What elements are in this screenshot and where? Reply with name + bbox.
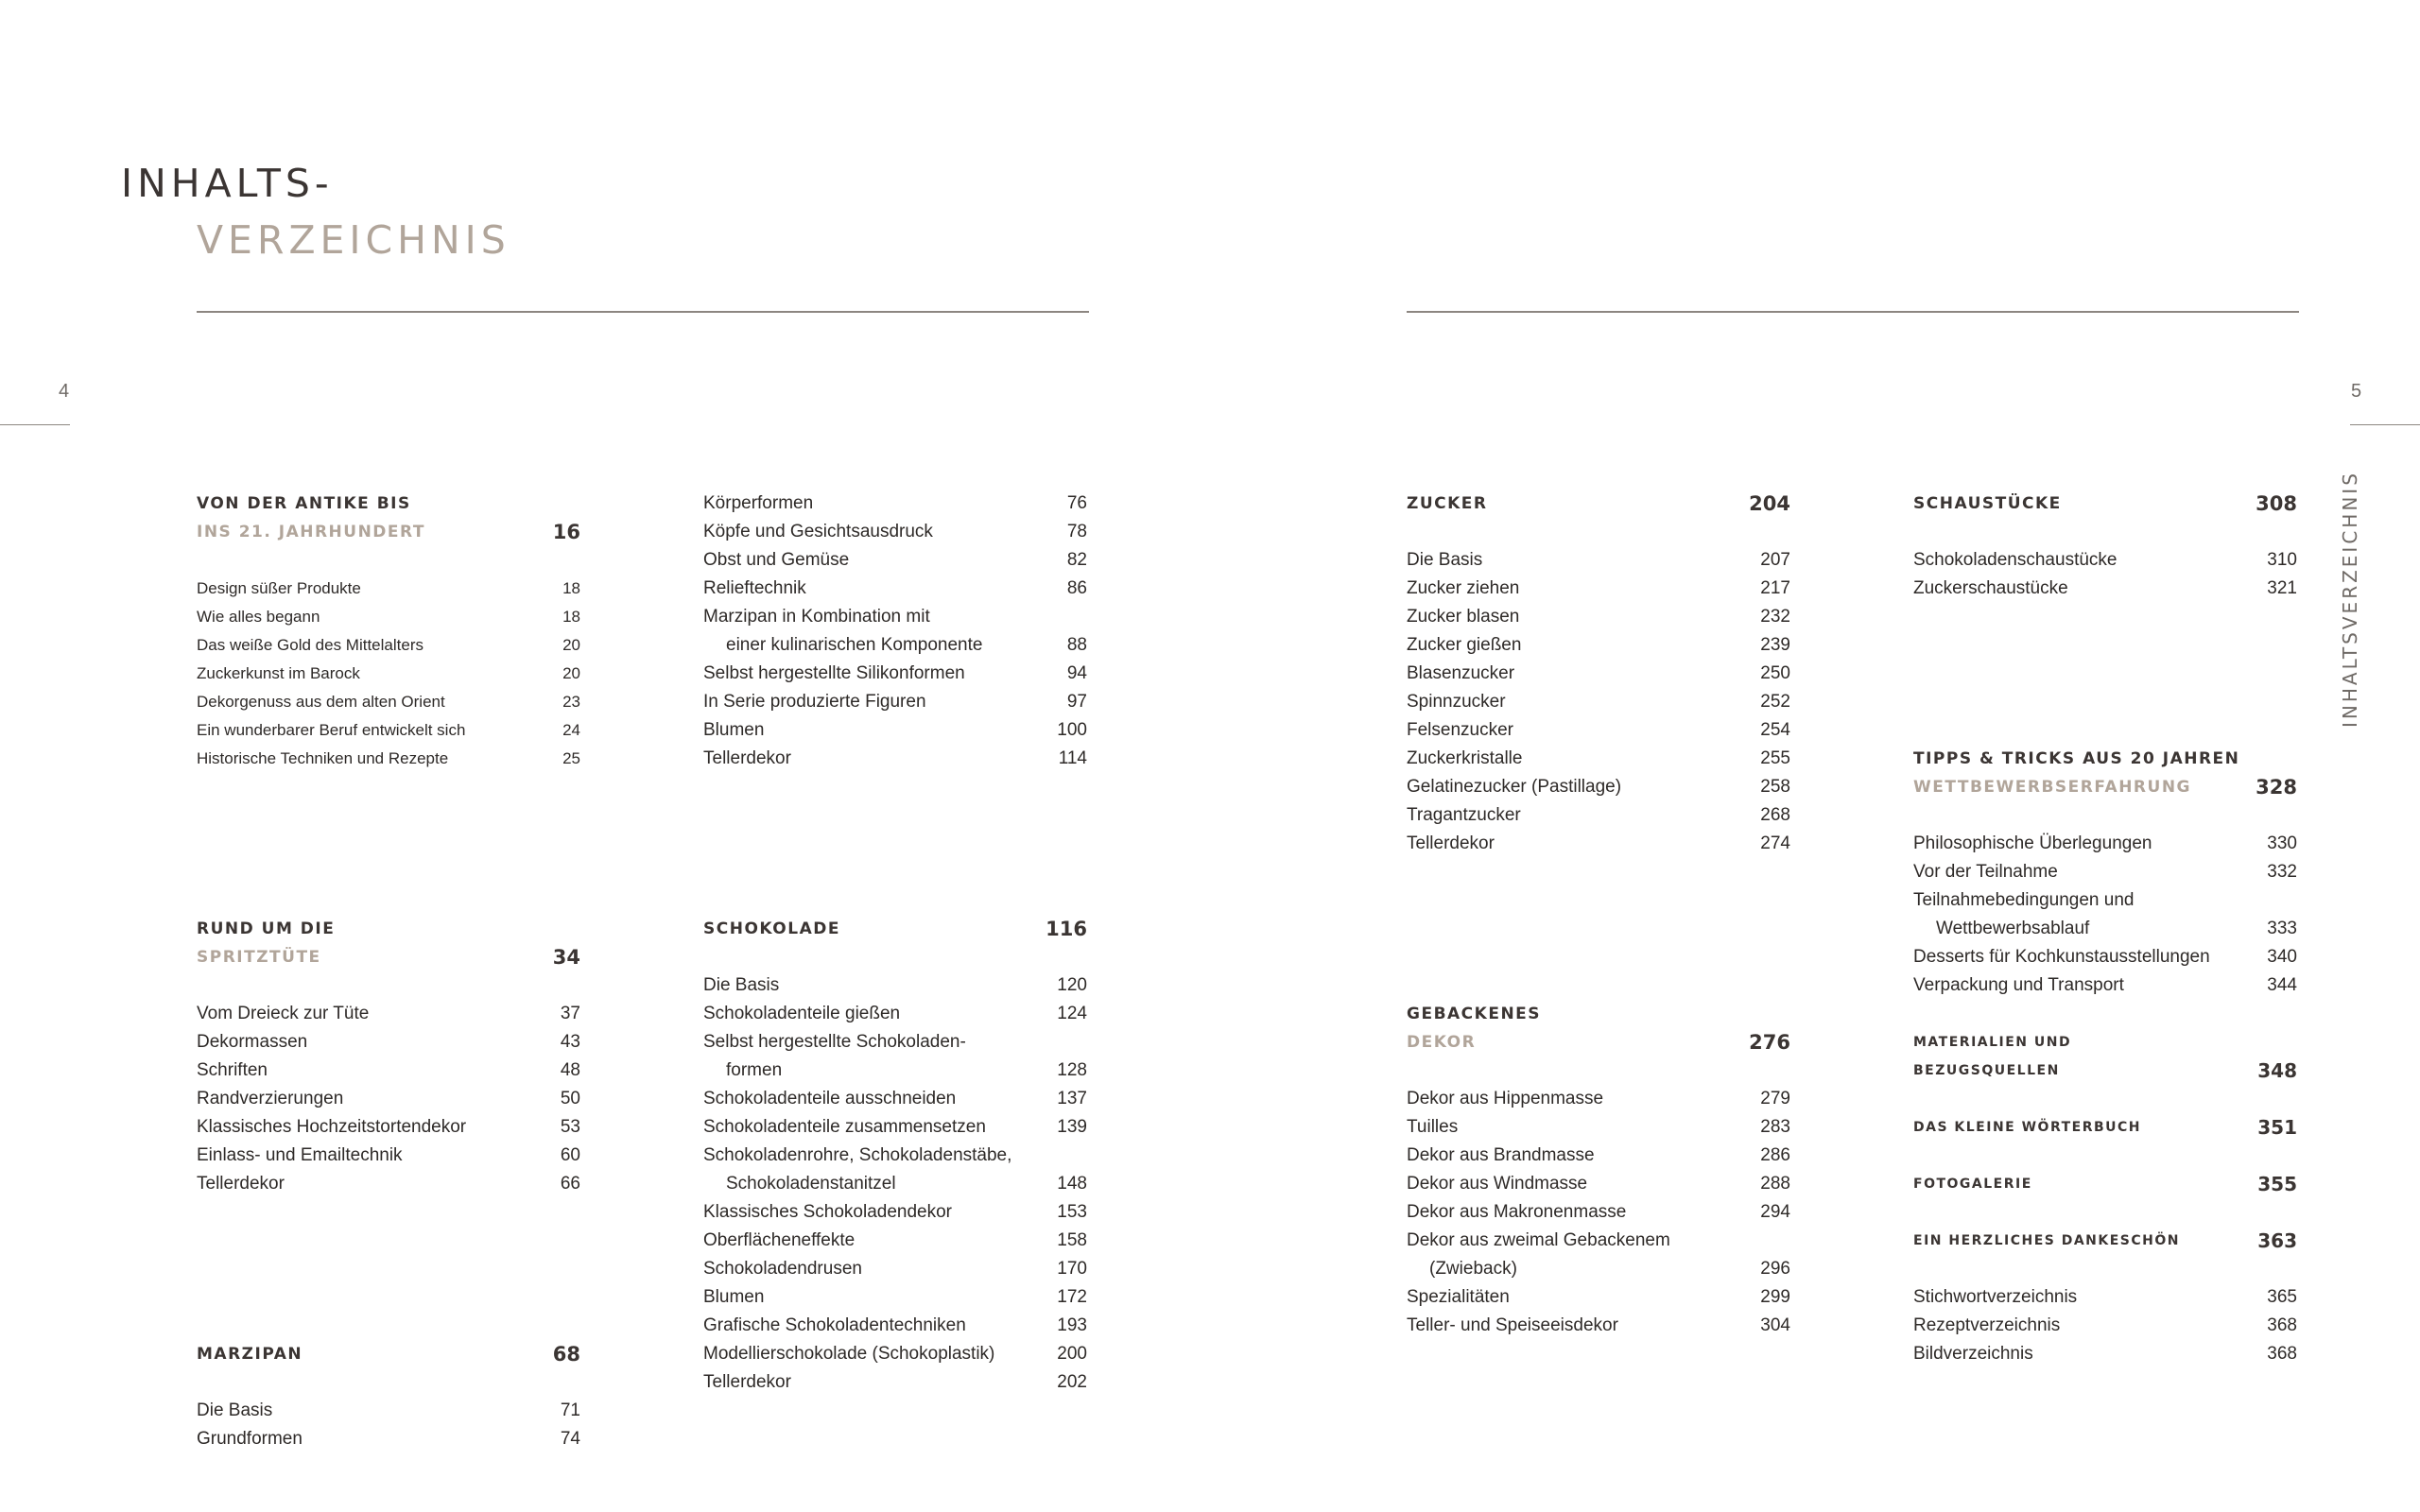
toc-entry — [1913, 1283, 2297, 1312]
entry-label: Dekorgenuss aus dem alten Orient — [197, 693, 445, 711]
toc-entry — [1407, 1312, 1790, 1340]
entry-page: 207 — [1760, 550, 1790, 570]
entry-page: 299 — [1760, 1287, 1790, 1307]
toc-entry — [1407, 688, 1790, 716]
section-subtitle: WETTBEWERBSERFAHRUNG — [1913, 778, 2191, 797]
entry-label: Köpfe und Gesichtsausdruck — [703, 522, 933, 541]
toc-entry — [1407, 773, 1790, 801]
entry-label: Blumen — [703, 1287, 765, 1307]
entry-label: Schokoladenteile gießen — [703, 1004, 901, 1023]
toc-entry — [703, 575, 1087, 603]
section-title: VON DER ANTIKE BIS — [197, 494, 411, 513]
section-heading — [1913, 490, 2297, 518]
entry-label: Dekor aus Brandmasse — [1407, 1145, 1595, 1165]
entry-label: Schokoladenrohre, Schokoladenstäbe, — [703, 1145, 1012, 1165]
entry-label: Oberflächeneffekte — [703, 1230, 856, 1250]
toc-entry — [1407, 546, 1790, 575]
section-title: EIN HERZLICHES DANKESCHÖN — [1913, 1233, 2180, 1248]
section-title: SCHAUSTÜCKE — [1913, 494, 2062, 513]
entry-page: 78 — [1066, 522, 1087, 541]
toc-entry — [1407, 603, 1790, 631]
entry-label: Schokoladenstanitzel — [726, 1174, 896, 1194]
entry-page: 24 — [562, 721, 580, 739]
entry-page: 304 — [1760, 1315, 1790, 1335]
entry-label: Dekor aus Makronenmasse — [1407, 1202, 1627, 1222]
entry-label: Dekor aus Windmasse — [1407, 1174, 1588, 1194]
section-heading — [1913, 773, 2297, 801]
section-heading — [197, 490, 580, 518]
section-page: 348 — [2257, 1059, 2297, 1082]
entry-page: 296 — [1760, 1259, 1790, 1279]
section-page: 34 — [552, 946, 580, 969]
entry-label: Zucker ziehen — [1407, 578, 1520, 598]
entry-page: 250 — [1760, 663, 1790, 683]
entry-page: 288 — [1760, 1174, 1790, 1194]
section-title: MARZIPAN — [197, 1345, 303, 1364]
entry-label: Obst und Gemüse — [703, 550, 850, 570]
section-heading — [197, 1340, 580, 1368]
toc-entry — [703, 518, 1087, 546]
toc-column-1 — [197, 490, 580, 1453]
toc-entry — [197, 1170, 580, 1198]
toc-entry — [1407, 830, 1790, 858]
toc-entry — [703, 660, 1087, 688]
entry-label: Philosophische Überlegungen — [1913, 833, 2152, 853]
entry-label: Die Basis — [703, 975, 780, 995]
toc-entry — [197, 575, 580, 603]
entry-label: Vor der Teilnahme — [1913, 862, 2058, 882]
section-title: ZUCKER — [1407, 494, 1488, 513]
entry-page: 139 — [1057, 1117, 1087, 1137]
toc-entry — [197, 1057, 580, 1085]
entry-page: 37 — [560, 1004, 580, 1023]
toc-entry — [1407, 1198, 1790, 1227]
toc-entry — [1407, 745, 1790, 773]
entry-page: 330 — [2267, 833, 2297, 853]
entry-page: 48 — [560, 1060, 580, 1080]
entry-page: 71 — [560, 1400, 580, 1420]
toc-entry — [197, 1397, 580, 1425]
section-page: 116 — [1046, 918, 1087, 940]
entry-page: 124 — [1057, 1004, 1087, 1023]
entry-page: 128 — [1057, 1060, 1087, 1080]
section-heading — [1913, 745, 2297, 773]
entry-page: 20 — [562, 664, 580, 682]
entry-label: Blasenzucker — [1407, 663, 1515, 683]
entry-page: 94 — [1066, 663, 1087, 683]
toc-entry — [1913, 971, 2297, 1000]
entry-label: Rezeptverzeichnis — [1913, 1315, 2061, 1335]
entry-page: 368 — [2267, 1344, 2297, 1364]
entry-label: Wettbewerbsablauf — [1936, 919, 2090, 938]
toc-entry — [1913, 886, 2297, 915]
entry-page: 193 — [1057, 1315, 1087, 1335]
toc-entry — [1913, 1340, 2297, 1368]
section-page: 276 — [1749, 1031, 1790, 1054]
section-page: 16 — [552, 521, 580, 543]
toc-entry — [1407, 1085, 1790, 1113]
page-number-left: 4 — [59, 381, 70, 402]
toc-entry — [197, 1142, 580, 1170]
title-rule-right — [1407, 311, 2299, 313]
entry-label: Zuckerkunst im Barock — [197, 664, 360, 682]
toc-entry — [703, 1340, 1087, 1368]
entry-label: Randverzierungen — [197, 1089, 344, 1108]
entry-page: 66 — [560, 1174, 580, 1194]
section-heading — [197, 518, 580, 546]
entry-label: Selbst hergestellte Silikonformen — [703, 663, 965, 683]
page-number-line-right — [2350, 424, 2420, 425]
entry-page: 254 — [1760, 720, 1790, 740]
entry-label: Dekor aus zweimal Gebackenem — [1407, 1230, 1670, 1250]
entry-page: 217 — [1760, 578, 1790, 598]
toc-entry — [703, 1312, 1087, 1340]
toc-entry — [703, 1255, 1087, 1283]
entry-page: 23 — [562, 693, 580, 711]
entry-label: Schokoladenschaustücke — [1913, 550, 2118, 570]
entry-page: 86 — [1066, 578, 1087, 598]
toc-entry — [703, 716, 1087, 745]
entry-label: Spinnzucker — [1407, 692, 1506, 712]
toc-entry — [703, 688, 1087, 716]
entry-label: Tuilles — [1407, 1117, 1459, 1137]
entry-label: Tellerdekor — [703, 1372, 791, 1392]
entry-label: In Serie produzierte Figuren — [703, 692, 926, 712]
entry-page: 18 — [562, 608, 580, 626]
entry-page: 255 — [1760, 748, 1790, 768]
toc-entry — [197, 688, 580, 716]
section-heading — [197, 915, 580, 943]
toc-title-line2: VERZEICHNIS — [197, 217, 510, 263]
toc-column-3 — [1407, 490, 1790, 1340]
entry-label: Desserts für Kochkunstausstellungen — [1913, 947, 2210, 967]
page-number-right: 5 — [2351, 381, 2362, 402]
section-heading — [1913, 1057, 2297, 1085]
toc-entry — [1913, 1312, 2297, 1340]
entry-label: Marzipan in Kombination mit — [703, 607, 930, 627]
section-subtitle: SPRITZTÜTE — [197, 948, 321, 967]
toc-entry — [197, 1113, 580, 1142]
entry-page: 82 — [1066, 550, 1087, 570]
toc-entry — [1407, 801, 1790, 830]
entry-page: 286 — [1760, 1145, 1790, 1165]
entry-page: 333 — [2267, 919, 2297, 938]
entry-label: Schriften — [197, 1060, 268, 1080]
entry-label: Historische Techniken und Rezepte — [197, 749, 449, 767]
side-running-header: INHALTSVERZEICHNIS — [2339, 471, 2361, 728]
entry-label: Wie alles begann — [197, 608, 320, 626]
entry-label: Modellierschokolade (Schokoplastik) — [703, 1344, 995, 1364]
toc-entry — [1913, 546, 2297, 575]
entry-page: 252 — [1760, 692, 1790, 712]
entry-page: 100 — [1057, 720, 1087, 740]
toc-entry — [197, 660, 580, 688]
entry-page: 172 — [1057, 1287, 1087, 1307]
entry-page: 279 — [1760, 1089, 1790, 1108]
entry-page: 137 — [1057, 1089, 1087, 1108]
section-heading — [1407, 1000, 1790, 1028]
toc-entry — [1407, 1283, 1790, 1312]
entry-label: Zuckerkristalle — [1407, 748, 1523, 768]
entry-page: 43 — [560, 1032, 580, 1052]
toc-entry — [703, 631, 1087, 660]
entry-label: Design süßer Produkte — [197, 579, 361, 597]
entry-page: 232 — [1760, 607, 1790, 627]
entry-label: Zucker blasen — [1407, 607, 1520, 627]
entry-label: Tellerdekor — [703, 748, 791, 768]
entry-label: Relieftechnik — [703, 578, 806, 598]
entry-page: 332 — [2267, 862, 2297, 882]
entry-page: 20 — [562, 636, 580, 654]
toc-entry — [703, 1113, 1087, 1142]
entry-label: Verpackung und Transport — [1913, 975, 2124, 995]
toc-entry — [1407, 1255, 1790, 1283]
entry-label: Zuckerschaustücke — [1913, 578, 2068, 598]
section-page: 363 — [2257, 1229, 2297, 1252]
entry-label: Ein wunderbarer Beruf entwickelt sich — [197, 721, 466, 739]
toc-entry — [1913, 943, 2297, 971]
section-title: SCHOKOLADE — [703, 919, 840, 938]
entry-page: 120 — [1057, 975, 1087, 995]
entry-label: Grundformen — [197, 1429, 302, 1449]
section-heading — [1407, 490, 1790, 518]
entry-label: Gelatinezucker (Pastillage) — [1407, 777, 1622, 797]
section-page: 308 — [2256, 492, 2297, 515]
section-title: BEZUGSQUELLEN — [1913, 1063, 2060, 1078]
toc-entry — [197, 1425, 580, 1453]
toc-entry — [703, 1368, 1087, 1397]
toc-entry — [1407, 1170, 1790, 1198]
entry-label: Klassisches Hochzeitstortendekor — [197, 1117, 467, 1137]
toc-entry — [1407, 716, 1790, 745]
entry-label: Tragantzucker — [1407, 805, 1521, 825]
entry-page: 170 — [1057, 1259, 1087, 1279]
section-page: 328 — [2256, 776, 2297, 799]
entry-label: Blumen — [703, 720, 765, 740]
toc-entry — [703, 490, 1087, 518]
entry-label: Körperformen — [703, 493, 814, 513]
entry-page: 283 — [1760, 1117, 1790, 1137]
section-title: DAS KLEINE WÖRTERBUCH — [1913, 1120, 2142, 1135]
entry-page: 368 — [2267, 1315, 2297, 1335]
entry-label: Teller- und Speiseeisdekor — [1407, 1315, 1618, 1335]
entry-page: 18 — [562, 579, 580, 597]
toc-entry — [703, 1227, 1087, 1255]
section-title: GEBACKENES — [1407, 1005, 1542, 1023]
toc-entry — [197, 1028, 580, 1057]
entry-label: Vom Dreieck zur Tüte — [197, 1004, 370, 1023]
section-heading — [197, 943, 580, 971]
toc-column-2 — [703, 490, 1087, 1397]
entry-page: 148 — [1057, 1174, 1087, 1194]
page-number-line-left — [0, 424, 70, 425]
entry-page: 50 — [560, 1089, 580, 1108]
entry-label: einer kulinarischen Komponente — [726, 635, 983, 655]
entry-page: 25 — [562, 749, 580, 767]
toc-entry — [1407, 1142, 1790, 1170]
entry-page: 274 — [1760, 833, 1790, 853]
section-title: FOTOGALERIE — [1913, 1177, 2032, 1192]
toc-entry — [1407, 631, 1790, 660]
toc-entry — [703, 1085, 1087, 1113]
section-heading — [703, 915, 1087, 943]
entry-label: Grafische Schokoladentechniken — [703, 1315, 966, 1335]
toc-entry — [197, 1000, 580, 1028]
toc-entry — [1913, 915, 2297, 943]
toc-entry — [703, 1198, 1087, 1227]
entry-page: 268 — [1760, 805, 1790, 825]
entry-label: Das weiße Gold des Mittelalters — [197, 636, 424, 654]
toc-entry — [703, 1142, 1087, 1170]
entry-label: Teilnahmebedingungen und — [1913, 890, 2135, 910]
entry-label: Bildverzeichnis — [1913, 1344, 2033, 1364]
section-page: 355 — [2257, 1173, 2297, 1195]
toc-entry — [703, 1170, 1087, 1198]
toc-column-4 — [1913, 490, 2297, 1368]
entry-label: Selbst hergestellte Schokoladen- — [703, 1032, 966, 1052]
entry-page: 158 — [1057, 1230, 1087, 1250]
entry-label: formen — [726, 1060, 783, 1080]
section-heading — [1913, 1227, 2297, 1255]
entry-page: 258 — [1760, 777, 1790, 797]
entry-label: Schokoladendrusen — [703, 1259, 862, 1279]
toc-entry — [1407, 660, 1790, 688]
toc-entry — [197, 716, 580, 745]
entry-page: 88 — [1066, 635, 1087, 655]
section-page: 68 — [552, 1343, 580, 1366]
entry-label: Tellerdekor — [1407, 833, 1495, 853]
toc-entry — [703, 745, 1087, 773]
toc-entry — [197, 745, 580, 773]
entry-label: Klassisches Schokoladendekor — [703, 1202, 952, 1222]
entry-label: Dekor aus Hippenmasse — [1407, 1089, 1604, 1108]
entry-label: Einlass- und Emailtechnik — [197, 1145, 403, 1165]
toc-entry — [1407, 1113, 1790, 1142]
toc-entry — [703, 603, 1087, 631]
entry-page: 60 — [560, 1145, 580, 1165]
entry-page: 153 — [1057, 1202, 1087, 1222]
entry-label: (Zwieback) — [1429, 1259, 1517, 1279]
toc-entry — [1407, 1227, 1790, 1255]
toc-entry — [1407, 575, 1790, 603]
toc-entry — [703, 971, 1087, 1000]
section-page: 351 — [2257, 1116, 2297, 1139]
section-heading — [1407, 1028, 1790, 1057]
entry-label: Spezialitäten — [1407, 1287, 1510, 1307]
entry-label: Schokoladenteile zusammensetzen — [703, 1117, 986, 1137]
toc-entry — [703, 1283, 1087, 1312]
entry-label: Felsenzucker — [1407, 720, 1513, 740]
entry-page: 200 — [1057, 1344, 1087, 1364]
toc-entry — [703, 1028, 1087, 1057]
entry-label: Die Basis — [1407, 550, 1483, 570]
section-heading — [1913, 1113, 2297, 1142]
entry-page: 239 — [1760, 635, 1790, 655]
entry-label: Die Basis — [197, 1400, 273, 1420]
title-rule-left — [197, 311, 1089, 313]
entry-label: Schokoladenteile ausschneiden — [703, 1089, 957, 1108]
entry-page: 310 — [2267, 550, 2297, 570]
entry-page: 365 — [2267, 1287, 2297, 1307]
section-heading — [1913, 1170, 2297, 1198]
toc-entry — [703, 1057, 1087, 1085]
entry-page: 74 — [560, 1429, 580, 1449]
section-title: TIPPS & TRICKS AUS 20 JAHREN — [1913, 749, 2240, 768]
section-page: 204 — [1749, 492, 1790, 515]
entry-label: Stichwortverzeichnis — [1913, 1287, 2078, 1307]
toc-entry — [197, 1085, 580, 1113]
toc-entry — [197, 603, 580, 631]
entry-page: 321 — [2267, 578, 2297, 598]
entry-page: 53 — [560, 1117, 580, 1137]
section-subtitle: INS 21. JAHRHUNDERT — [197, 523, 425, 541]
toc-entry — [1913, 830, 2297, 858]
entry-page: 97 — [1066, 692, 1087, 712]
section-heading — [1913, 1028, 2297, 1057]
entry-page: 114 — [1058, 748, 1087, 768]
section-title: MATERIALIEN UND — [1913, 1035, 2072, 1050]
entry-page: 76 — [1066, 493, 1087, 513]
entry-label: Dekormassen — [197, 1032, 308, 1052]
section-subtitle: DEKOR — [1407, 1033, 1477, 1052]
entry-page: 344 — [2267, 975, 2297, 995]
entry-page: 202 — [1057, 1372, 1087, 1392]
section-title: RUND UM DIE — [197, 919, 336, 938]
entry-label: Tellerdekor — [197, 1174, 285, 1194]
entry-label: Zucker gießen — [1407, 635, 1522, 655]
entry-page: 294 — [1760, 1202, 1790, 1222]
entry-page: 340 — [2267, 947, 2297, 967]
toc-entry — [703, 546, 1087, 575]
toc-entry — [197, 631, 580, 660]
toc-title-line1: INHALTS- — [121, 161, 334, 206]
toc-entry — [703, 1000, 1087, 1028]
toc-entry — [1913, 575, 2297, 603]
toc-entry — [1913, 858, 2297, 886]
